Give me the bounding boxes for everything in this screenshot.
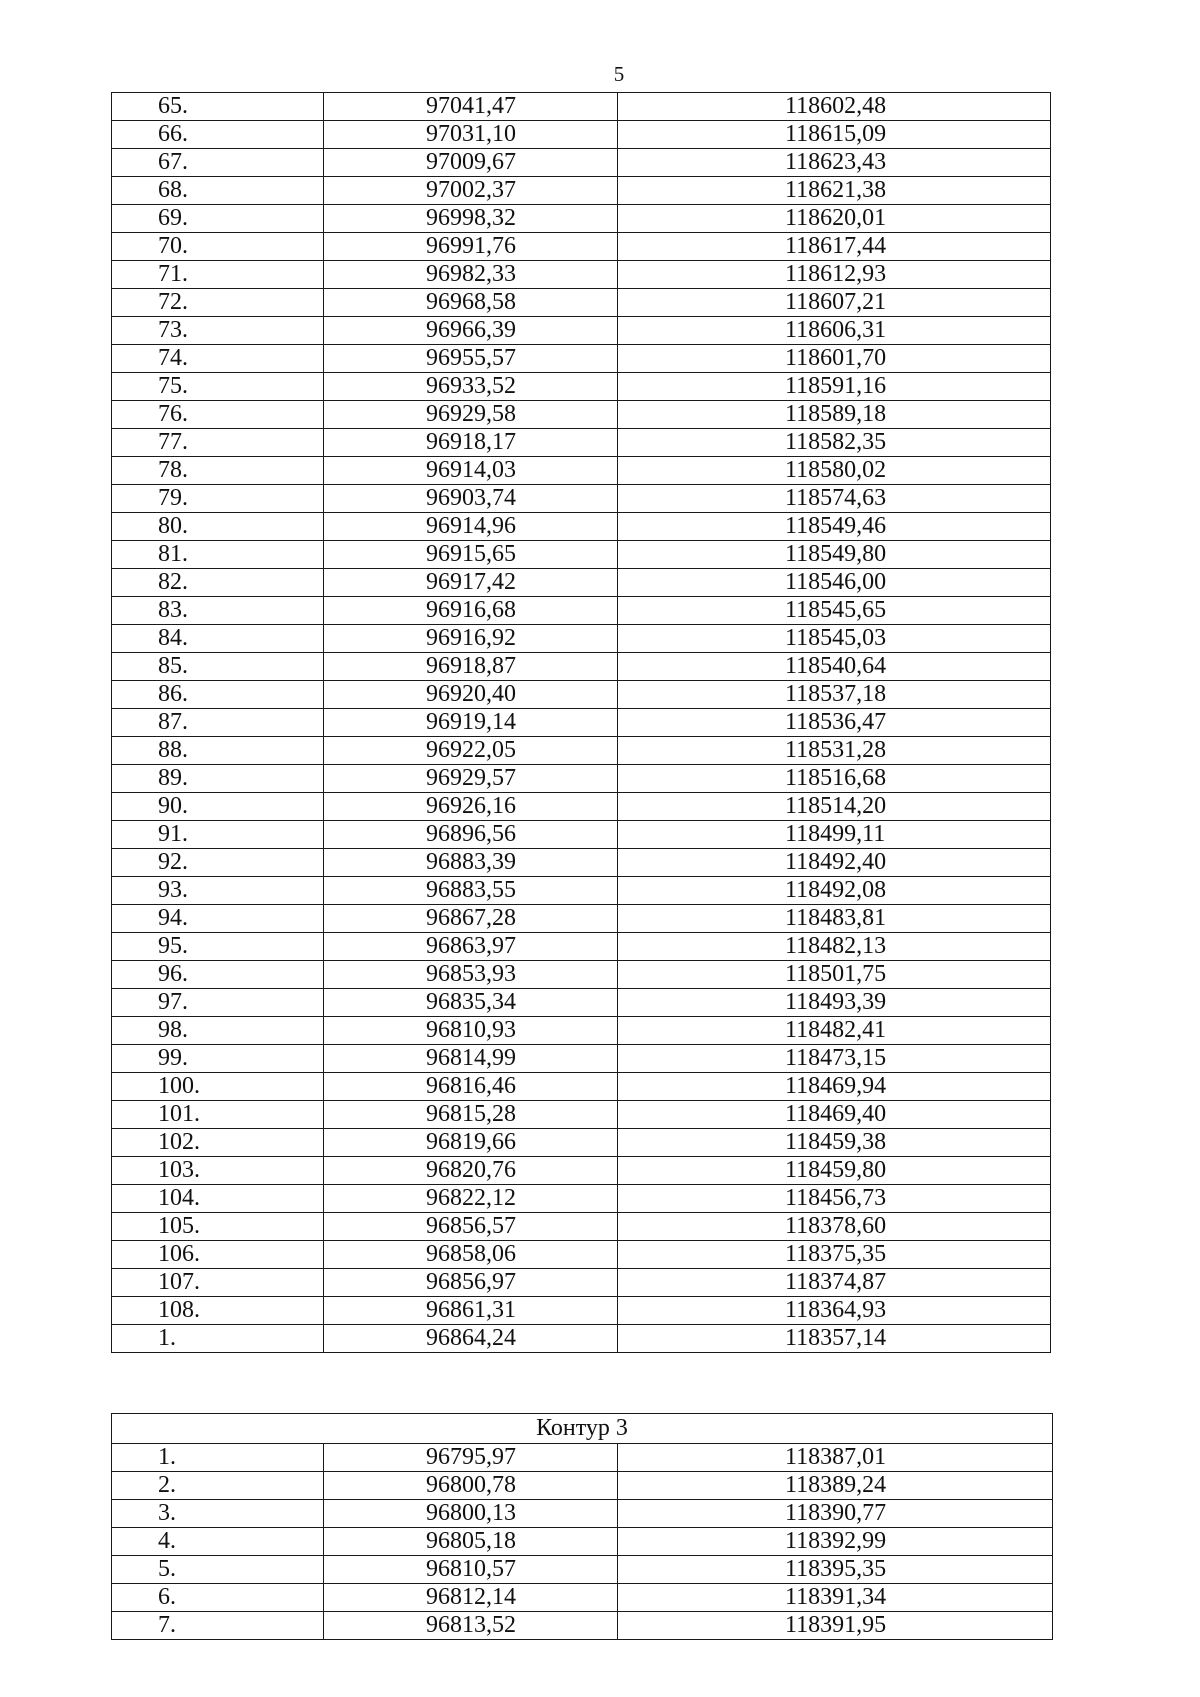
point-number: 79. — [112, 485, 324, 513]
x-coordinate: 96998,32 — [324, 205, 618, 233]
point-number: 108. — [112, 1297, 324, 1325]
y-coordinate: 118364,93 — [618, 1297, 1051, 1325]
point-number: 73. — [112, 317, 324, 345]
y-coordinate: 118395,35 — [618, 1556, 1053, 1584]
point-number: 80. — [112, 513, 324, 541]
y-coordinate: 118492,40 — [618, 849, 1051, 877]
x-coordinate: 96916,92 — [324, 625, 618, 653]
point-number: 100. — [112, 1073, 324, 1101]
x-coordinate: 96856,57 — [324, 1213, 618, 1241]
x-coordinate: 96933,52 — [324, 373, 618, 401]
point-number: 78. — [112, 457, 324, 485]
x-coordinate: 96917,42 — [324, 569, 618, 597]
y-coordinate: 118546,00 — [618, 569, 1051, 597]
y-coordinate: 118391,95 — [618, 1612, 1053, 1640]
x-coordinate: 96968,58 — [324, 289, 618, 317]
x-coordinate: 96820,76 — [324, 1157, 618, 1185]
point-number: 102. — [112, 1129, 324, 1157]
y-coordinate: 118456,73 — [618, 1185, 1051, 1213]
table-row — [112, 1213, 1051, 1241]
table-row — [112, 849, 1051, 877]
page-number: 5 — [613, 62, 625, 86]
y-coordinate: 118615,09 — [618, 121, 1051, 149]
point-number: 87. — [112, 709, 324, 737]
table-row — [112, 149, 1051, 177]
coordinates-table — [111, 92, 1051, 1353]
y-coordinate: 118540,64 — [618, 653, 1051, 681]
x-coordinate: 97031,10 — [324, 121, 618, 149]
table-row — [112, 1528, 1053, 1556]
x-coordinate: 96919,14 — [324, 709, 618, 737]
point-number: 93. — [112, 877, 324, 905]
x-coordinate: 96926,16 — [324, 793, 618, 821]
x-coordinate: 96864,24 — [324, 1325, 618, 1353]
y-coordinate: 118391,34 — [618, 1584, 1053, 1612]
point-number: 65. — [112, 93, 324, 121]
point-number: 96. — [112, 961, 324, 989]
point-number: 107. — [112, 1269, 324, 1297]
table-row — [112, 933, 1051, 961]
x-coordinate: 96867,28 — [324, 905, 618, 933]
y-coordinate: 118549,80 — [618, 541, 1051, 569]
y-coordinate: 118378,60 — [618, 1213, 1051, 1241]
table-row — [112, 1612, 1053, 1640]
x-coordinate: 96896,56 — [324, 821, 618, 849]
contour-3-title: Контур 3 — [112, 1414, 1053, 1444]
x-coordinate: 96861,31 — [324, 1297, 618, 1325]
y-coordinate: 118473,15 — [618, 1045, 1051, 1073]
y-coordinate: 118623,43 — [618, 149, 1051, 177]
point-number: 86. — [112, 681, 324, 709]
y-coordinate: 118617,44 — [618, 233, 1051, 261]
point-number: 71. — [112, 261, 324, 289]
point-number: 98. — [112, 1017, 324, 1045]
x-coordinate: 96863,97 — [324, 933, 618, 961]
x-coordinate: 97002,37 — [324, 177, 618, 205]
x-coordinate: 96914,96 — [324, 513, 618, 541]
table-row — [112, 1241, 1051, 1269]
table-row — [112, 653, 1051, 681]
y-coordinate: 118620,01 — [618, 205, 1051, 233]
x-coordinate: 96922,05 — [324, 737, 618, 765]
y-coordinate: 118514,20 — [618, 793, 1051, 821]
x-coordinate: 96916,68 — [324, 597, 618, 625]
y-coordinate: 118357,14 — [618, 1325, 1051, 1353]
table-row — [112, 877, 1051, 905]
point-number: 92. — [112, 849, 324, 877]
x-coordinate: 96812,14 — [324, 1584, 618, 1612]
point-number: 84. — [112, 625, 324, 653]
point-number: 105. — [112, 1213, 324, 1241]
x-coordinate: 96810,57 — [324, 1556, 618, 1584]
x-coordinate: 96822,12 — [324, 1185, 618, 1213]
y-coordinate: 118482,13 — [618, 933, 1051, 961]
point-number: 68. — [112, 177, 324, 205]
x-coordinate: 96813,52 — [324, 1612, 618, 1640]
x-coordinate: 96795,97 — [324, 1444, 618, 1472]
x-coordinate: 96918,87 — [324, 653, 618, 681]
x-coordinate: 96883,39 — [324, 849, 618, 877]
table-row — [112, 485, 1051, 513]
x-coordinate: 96991,76 — [324, 233, 618, 261]
y-coordinate: 118537,18 — [618, 681, 1051, 709]
table-row — [112, 121, 1051, 149]
y-coordinate: 118483,81 — [618, 905, 1051, 933]
x-coordinate: 96903,74 — [324, 485, 618, 513]
y-coordinate: 118602,48 — [618, 93, 1051, 121]
x-coordinate: 96883,55 — [324, 877, 618, 905]
contour-3-table — [111, 1413, 1053, 1640]
table-row — [112, 93, 1051, 121]
point-number: 1. — [112, 1325, 324, 1353]
y-coordinate: 118574,63 — [618, 485, 1051, 513]
x-coordinate: 96810,93 — [324, 1017, 618, 1045]
y-coordinate: 118375,35 — [618, 1241, 1051, 1269]
contour-3-caption-row — [112, 1414, 1053, 1444]
x-coordinate: 96805,18 — [324, 1528, 618, 1556]
table-row — [112, 1157, 1051, 1185]
point-number: 89. — [112, 765, 324, 793]
y-coordinate: 118501,75 — [618, 961, 1051, 989]
point-number: 69. — [112, 205, 324, 233]
y-coordinate: 118621,38 — [618, 177, 1051, 205]
table-row — [112, 177, 1051, 205]
point-number: 70. — [112, 233, 324, 261]
y-coordinate: 118387,01 — [618, 1444, 1053, 1472]
table-row — [112, 1045, 1051, 1073]
point-number: 75. — [112, 373, 324, 401]
point-number: 94. — [112, 905, 324, 933]
y-coordinate: 118531,28 — [618, 737, 1051, 765]
point-number: 76. — [112, 401, 324, 429]
point-number: 97. — [112, 989, 324, 1017]
x-coordinate: 96918,17 — [324, 429, 618, 457]
point-number: 3. — [112, 1500, 324, 1528]
y-coordinate: 118374,87 — [618, 1269, 1051, 1297]
table-row — [112, 373, 1051, 401]
table-row — [112, 569, 1051, 597]
table-row — [112, 765, 1051, 793]
table-row — [112, 233, 1051, 261]
table-row — [112, 205, 1051, 233]
table-row — [112, 1584, 1053, 1612]
table-row — [112, 1297, 1051, 1325]
x-coordinate: 97041,47 — [324, 93, 618, 121]
y-coordinate: 118607,21 — [618, 289, 1051, 317]
table-row — [112, 261, 1051, 289]
y-coordinate: 118469,94 — [618, 1073, 1051, 1101]
point-number: 4. — [112, 1528, 324, 1556]
table-row — [112, 625, 1051, 653]
y-coordinate: 118606,31 — [618, 317, 1051, 345]
y-coordinate: 118582,35 — [618, 429, 1051, 457]
table-row — [112, 401, 1051, 429]
y-coordinate: 118392,99 — [618, 1528, 1053, 1556]
y-coordinate: 118493,39 — [618, 989, 1051, 1017]
y-coordinate: 118499,11 — [618, 821, 1051, 849]
table-row — [112, 1073, 1051, 1101]
table-row — [112, 1269, 1051, 1297]
y-coordinate: 118492,08 — [618, 877, 1051, 905]
point-number: 2. — [112, 1472, 324, 1500]
point-number: 7. — [112, 1612, 324, 1640]
table-row — [112, 541, 1051, 569]
table-row — [112, 905, 1051, 933]
x-coordinate: 96816,46 — [324, 1073, 618, 1101]
table-row — [112, 737, 1051, 765]
y-coordinate: 118549,46 — [618, 513, 1051, 541]
y-coordinate: 118459,80 — [618, 1157, 1051, 1185]
y-coordinate: 118482,41 — [618, 1017, 1051, 1045]
x-coordinate: 96814,99 — [324, 1045, 618, 1073]
table-row — [112, 1472, 1053, 1500]
y-coordinate: 118591,16 — [618, 373, 1051, 401]
point-number: 66. — [112, 121, 324, 149]
table-row — [112, 429, 1051, 457]
table-row — [112, 1017, 1051, 1045]
table-row — [112, 1556, 1053, 1584]
point-number: 88. — [112, 737, 324, 765]
point-number: 90. — [112, 793, 324, 821]
coordinates-table-body — [112, 93, 1051, 1353]
contour-3-table-body — [112, 1414, 1053, 1640]
y-coordinate: 118545,03 — [618, 625, 1051, 653]
point-number: 74. — [112, 345, 324, 373]
x-coordinate: 96800,13 — [324, 1500, 618, 1528]
table-row — [112, 793, 1051, 821]
y-coordinate: 118580,02 — [618, 457, 1051, 485]
table-row — [112, 681, 1051, 709]
x-coordinate: 96819,66 — [324, 1129, 618, 1157]
table-row — [112, 345, 1051, 373]
y-coordinate: 118459,38 — [618, 1129, 1051, 1157]
x-coordinate: 96856,97 — [324, 1269, 618, 1297]
x-coordinate: 96955,57 — [324, 345, 618, 373]
table-row — [112, 317, 1051, 345]
table-row — [112, 1185, 1051, 1213]
y-coordinate: 118589,18 — [618, 401, 1051, 429]
point-number: 6. — [112, 1584, 324, 1612]
point-number: 83. — [112, 597, 324, 625]
table-row — [112, 709, 1051, 737]
point-number: 5. — [112, 1556, 324, 1584]
table-row — [112, 1129, 1051, 1157]
x-coordinate: 96815,28 — [324, 1101, 618, 1129]
table-row — [112, 961, 1051, 989]
y-coordinate: 118516,68 — [618, 765, 1051, 793]
point-number: 82. — [112, 569, 324, 597]
table-row — [112, 1325, 1051, 1353]
point-number: 101. — [112, 1101, 324, 1129]
x-coordinate: 96929,58 — [324, 401, 618, 429]
point-number: 85. — [112, 653, 324, 681]
table-row — [112, 597, 1051, 625]
x-coordinate: 96966,39 — [324, 317, 618, 345]
x-coordinate: 96800,78 — [324, 1472, 618, 1500]
point-number: 91. — [112, 821, 324, 849]
x-coordinate: 96914,03 — [324, 457, 618, 485]
table-row — [112, 1500, 1053, 1528]
point-number: 104. — [112, 1185, 324, 1213]
table-row — [112, 821, 1051, 849]
table-row — [112, 1101, 1051, 1129]
point-number: 81. — [112, 541, 324, 569]
x-coordinate: 96982,33 — [324, 261, 618, 289]
y-coordinate: 118389,24 — [618, 1472, 1053, 1500]
point-number: 67. — [112, 149, 324, 177]
point-number: 72. — [112, 289, 324, 317]
point-number: 103. — [112, 1157, 324, 1185]
table-row — [112, 1444, 1053, 1472]
table-row — [112, 457, 1051, 485]
y-coordinate: 118545,65 — [618, 597, 1051, 625]
y-coordinate: 118469,40 — [618, 1101, 1051, 1129]
y-coordinate: 118390,77 — [618, 1500, 1053, 1528]
x-coordinate: 96835,34 — [324, 989, 618, 1017]
x-coordinate: 96929,57 — [324, 765, 618, 793]
y-coordinate: 118536,47 — [618, 709, 1051, 737]
point-number: 77. — [112, 429, 324, 457]
x-coordinate: 97009,67 — [324, 149, 618, 177]
table-row — [112, 289, 1051, 317]
point-number: 95. — [112, 933, 324, 961]
y-coordinate: 118612,93 — [618, 261, 1051, 289]
point-number: 1. — [112, 1444, 324, 1472]
table-row — [112, 989, 1051, 1017]
x-coordinate: 96915,65 — [324, 541, 618, 569]
point-number: 99. — [112, 1045, 324, 1073]
x-coordinate: 96853,93 — [324, 961, 618, 989]
table-row — [112, 513, 1051, 541]
y-coordinate: 118601,70 — [618, 345, 1051, 373]
x-coordinate: 96920,40 — [324, 681, 618, 709]
point-number: 106. — [112, 1241, 324, 1269]
x-coordinate: 96858,06 — [324, 1241, 618, 1269]
